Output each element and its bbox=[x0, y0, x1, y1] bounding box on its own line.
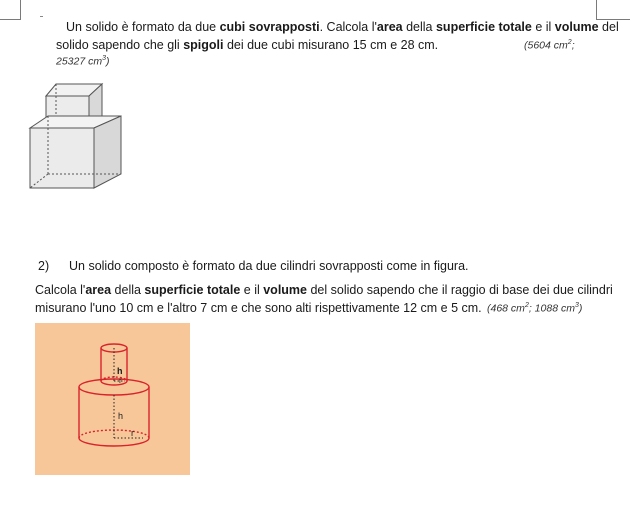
text: misurano l'uno 10 cm e l'altro 7 cm e che sono alti rispettivamente 12 cm e 5 cm. bbox=[35, 301, 482, 315]
problem2-heading bbox=[38, 258, 49, 274]
height-label-bottom: h bbox=[118, 411, 124, 421]
bold-term: volume bbox=[554, 20, 599, 34]
height-label-top: h bbox=[117, 366, 123, 376]
cylinders-drawing bbox=[35, 323, 190, 475]
answer-text: (5604 cm bbox=[524, 39, 568, 52]
separator: ; bbox=[571, 39, 575, 52]
text: della bbox=[111, 283, 145, 297]
problem2-answer bbox=[487, 302, 582, 315]
text: della bbox=[402, 20, 436, 34]
bracket: ) bbox=[578, 302, 583, 315]
problem1-line2 bbox=[56, 37, 438, 53]
text: del solido sapendo che il raggio di base dei due cilindri bbox=[307, 283, 613, 297]
problem1-answer-area bbox=[524, 39, 575, 52]
left-border-tick bbox=[20, 0, 21, 20]
bullet-mark bbox=[40, 16, 43, 17]
cylinders-figure bbox=[35, 323, 190, 475]
bold-term: area bbox=[376, 20, 403, 34]
radius-label-top: r bbox=[119, 376, 122, 385]
top-left-border bbox=[0, 19, 20, 20]
bold-term: superficie totale bbox=[435, 20, 532, 34]
problem2-line2 bbox=[35, 300, 482, 316]
problem-number: 2) bbox=[38, 259, 50, 273]
text: Un solido è formato da due bbox=[66, 20, 220, 34]
bold-term: area bbox=[85, 283, 112, 297]
answer-text: ; 1088 cm bbox=[528, 302, 575, 315]
text: dei due cubi misurano 15 cm e 28 cm. bbox=[223, 38, 439, 52]
text: e il bbox=[240, 283, 264, 297]
text: Calcola l' bbox=[35, 283, 86, 297]
text: e il bbox=[531, 20, 555, 34]
text: del bbox=[598, 20, 619, 34]
problem2-line1 bbox=[35, 282, 613, 298]
exponent: 2 bbox=[567, 39, 572, 46]
bold-term: superficie totale bbox=[144, 283, 241, 297]
exponent: 3 bbox=[574, 302, 579, 309]
intro-text: Un solido composto è formato da due cilindri sovrapposti come in figura. bbox=[69, 259, 469, 273]
text: . Calcola l' bbox=[319, 20, 377, 34]
right-border-tick bbox=[596, 0, 597, 20]
bracket: ) bbox=[106, 55, 110, 68]
bold-term: spigoli bbox=[183, 38, 224, 52]
bold-term: cubi sovrapposti bbox=[219, 20, 320, 34]
large-cube bbox=[30, 116, 121, 188]
exponent: 2 bbox=[524, 302, 529, 309]
text: solido sapendo che gli bbox=[56, 38, 184, 52]
problem1-answer-volume bbox=[56, 55, 110, 68]
answer-text: 25327 cm bbox=[56, 55, 103, 68]
bold-term: volume bbox=[263, 283, 307, 297]
stacked-cubes-figure bbox=[20, 76, 130, 192]
problem1-line1 bbox=[66, 19, 619, 35]
answer-text: (468 cm bbox=[487, 302, 525, 315]
problem2-intro bbox=[69, 258, 469, 274]
exponent: 3 bbox=[102, 55, 107, 62]
radius-label-bottom: r bbox=[131, 428, 134, 438]
